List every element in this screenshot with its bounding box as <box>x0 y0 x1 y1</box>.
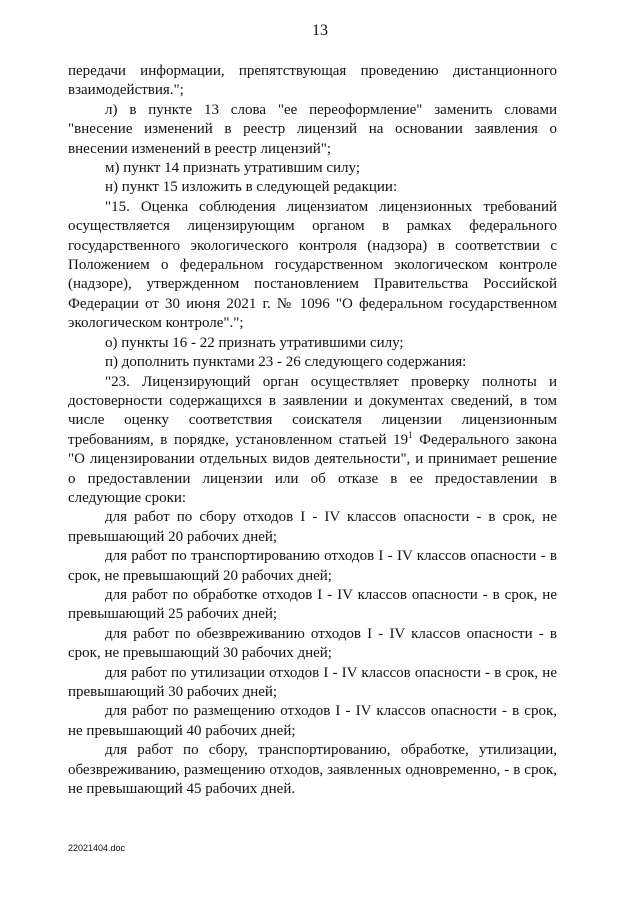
paragraph-item-l: л) в пункте 13 слова "ее переоформление" заменить словами "внесение изменений в реестр лицензий на основании заявления о внесении изменений в реестр лицензий"; <box>68 101 557 157</box>
paragraph-item-o: о) пункты 16 - 22 признать утратившими силу; <box>105 334 404 351</box>
term-collection: для работ по сбору отходов I - IV классов опасности - в срок, не превышающий 20 рабочих дней; <box>68 509 557 545</box>
term-processing: для работ по обработке отходов I - IV классов опасности - в срок, не превышающий 25 рабочих дней; <box>68 586 557 623</box>
paragraph-point-23 <box>68 373 557 509</box>
term-neutralization: для работ по обезвреживанию отходов I - IV классов опасности - в срок, не превышающий 30 рабочих дней; <box>68 625 557 662</box>
paragraph-item-m: м) пункт 14 признать утратившим силу; <box>105 160 360 177</box>
paragraph-item-n: н) пункт 15 изложить в следующей редакции: <box>105 179 398 196</box>
document-body <box>68 62 557 799</box>
point-23-text-end: Федерального закона "О лицензировании отдельных видов деятельности", и принимает решение о предоставлении лицензии или об отказе в ее предоставлении в следующие сроки: <box>68 431 557 506</box>
page-number: 13 <box>312 22 328 39</box>
paragraph-item-p: п) дополнить пунктами 23 - 26 следующего содержания: <box>105 354 467 371</box>
paragraph-point-15: "15. Оценка соблюдения лицензиатом лицензионных требований осуществляется лицензирующим органом в рамках федерального государственного экологического контроля (надзора) в соответствии с Положением о федеральном государственном экологическом контроле (надзоре), утвержденном постановлением Правительства Российской Федерации от 30 июня 2021 г. № 1096 "О федеральном государственном экологическом контроле"."; <box>68 198 557 332</box>
document-footer-code: 22021404.doc <box>68 843 126 853</box>
term-combined: для работ по сбору, транспортированию, обработке, утилизации, обезвреживанию, размещению отходов, заявленных одновременно, - в срок, не превышающий 45 рабочих дней. <box>68 742 557 798</box>
term-transportation: для работ по транспортированию отходов I - IV классов опасности - в срок, не превышающий 20 рабочих дней; <box>68 548 557 584</box>
term-utilization: для работ по утилизации отходов I - IV классов опасности - в срок, не превышающий 30 рабочих дней; <box>68 664 557 700</box>
article-superscript: 1 <box>408 429 413 440</box>
point-23-text-start: "23. Лицензирующий орган осуществляет проверку полноты и достоверности содержащихся в заявлении и документах сведений, в том числе оценку соответствия соискателя лицензии лицензионным требованиям, в порядке, установленном статьей 19 <box>68 373 557 448</box>
term-placement: для работ по размещению отходов I - IV классов опасности - в срок, не превышающий 40 рабочих дней; <box>68 703 557 739</box>
paragraph-continuation: передачи информации, препятствующая проведению дистанционного взаимодействия."; <box>68 63 557 99</box>
